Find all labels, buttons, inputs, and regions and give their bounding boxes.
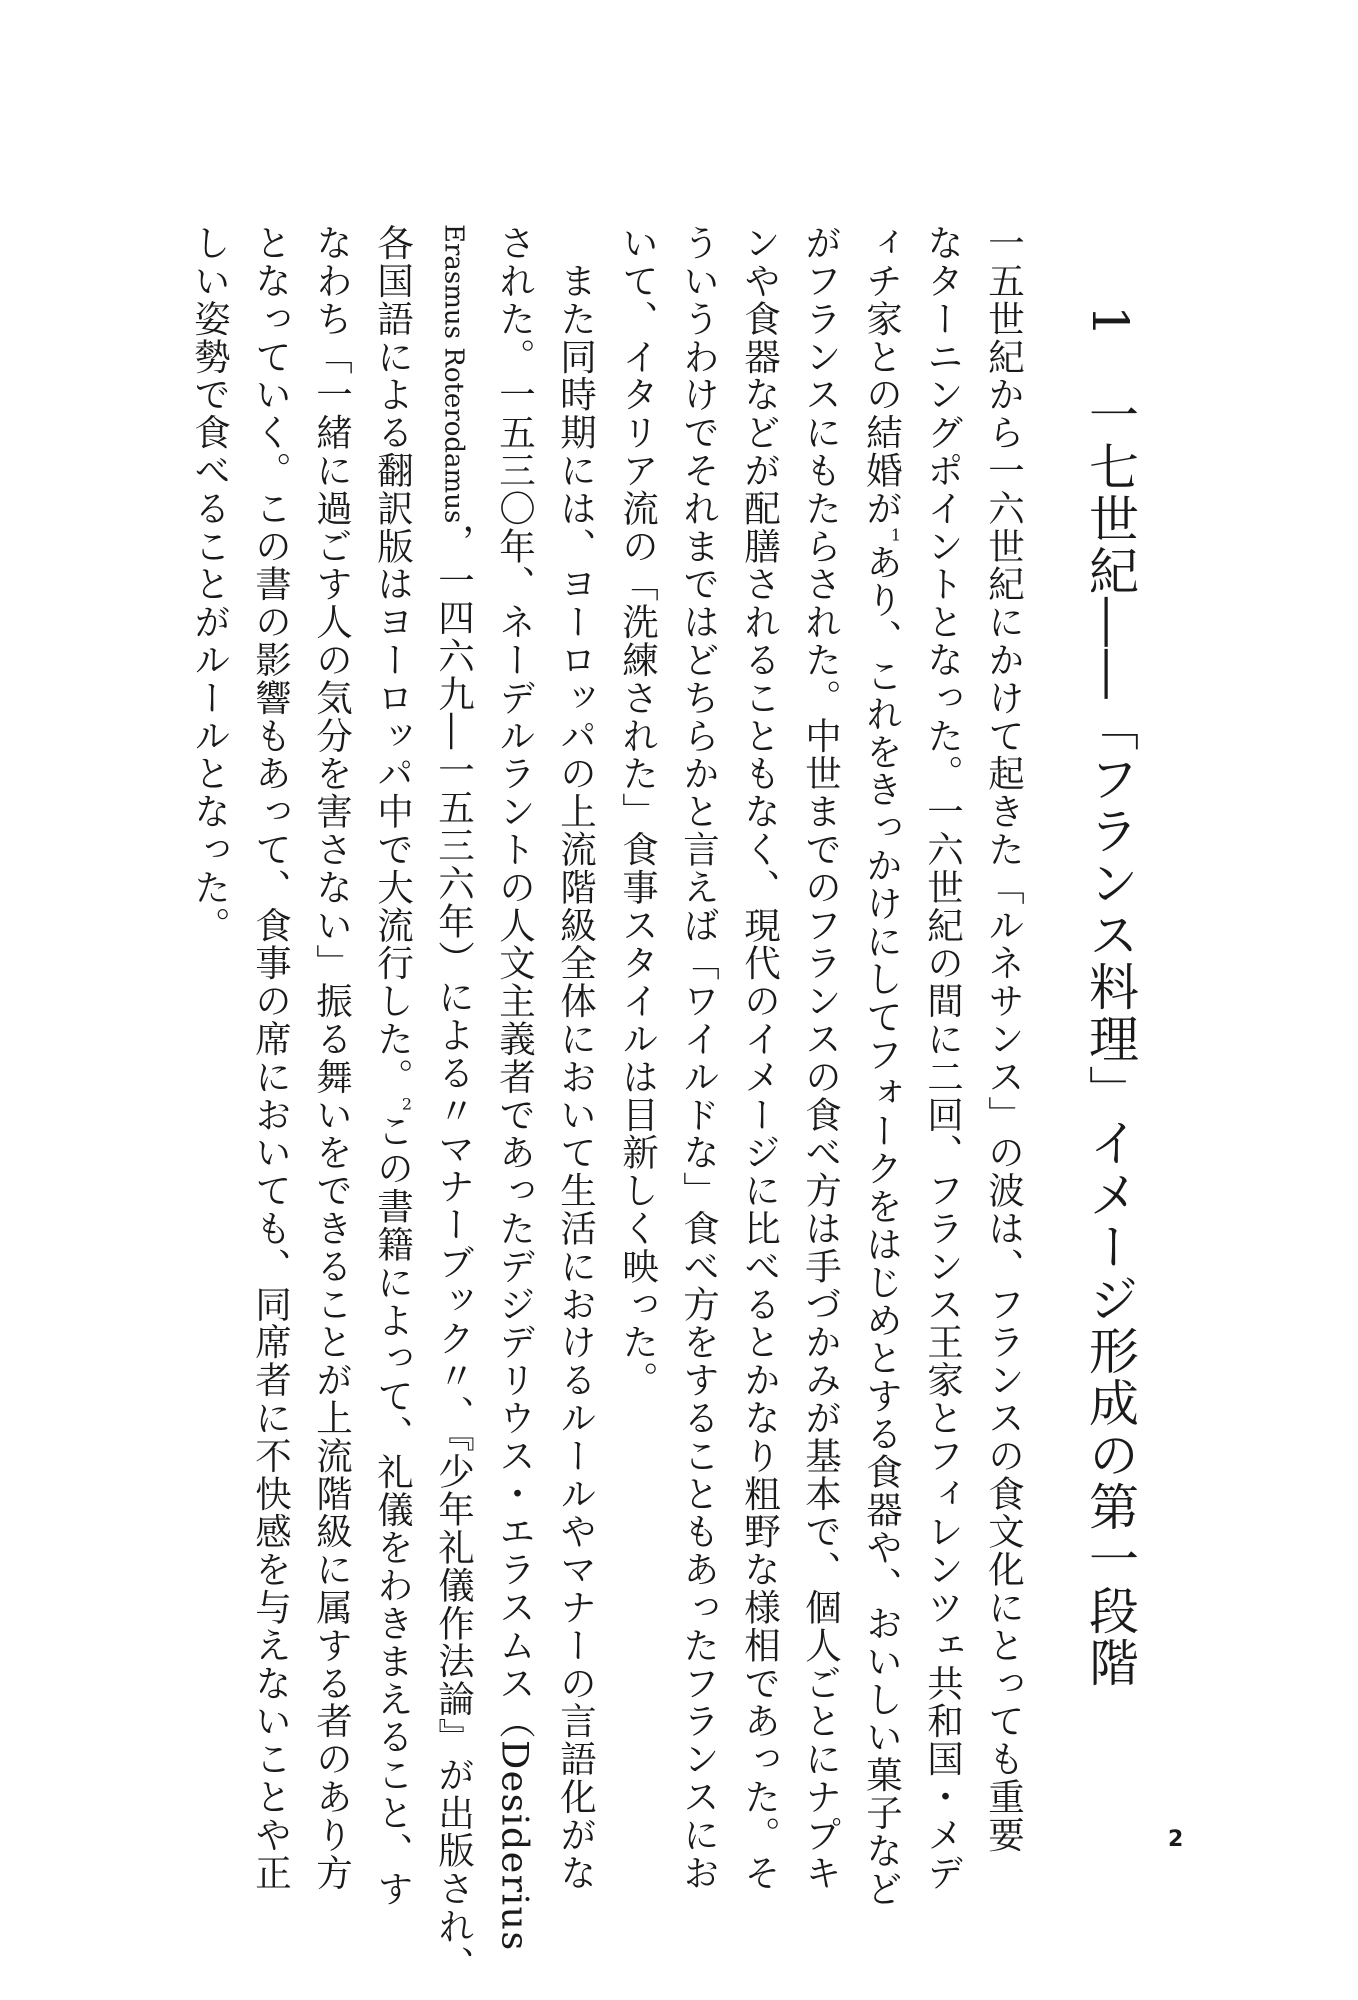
text-line-5: ンや食器などが配膳されることもなく、現代のイメージに比べるとかなり粗野な様相であった。そ [738, 224, 782, 1892]
page-number: 2 [1168, 1827, 1184, 1852]
text-line-6: ういうわけでそれまではどちらかと言えば「ワイルドな」食べ方をすることもあったフランスにお [677, 224, 721, 1892]
text-line-14: しい姿勢で食べることがルールとなった。 [188, 224, 232, 945]
text-line-3: ィチ家との結婚が1あり、これをきっかけにしてフォークをはじめとする食器や、おいしい菓子など [860, 224, 904, 1908]
text-line-7: いて、イタリア流の「洗練された」食事スタイルは目新しく映った。 [616, 224, 660, 1399]
chapter-title: 一七世紀――「フランス料理」イメージ形成の第一段階 [1081, 388, 1139, 1689]
text-line-13: となっていく。この書の影響もあって、食事の席においても、同席者に不快感を与えないことや正 [249, 224, 293, 1892]
text-line-2: なターニングポイントとなった。一六世紀の間に二回、フランス王家とフィレンツェ共和国・メデ [921, 224, 965, 1892]
footnote-marker-2[interactable]: 2 [401, 1095, 413, 1112]
chapter-heading [1081, 305, 1139, 1805]
text-line-8: また同時期には、ヨーロッパの上流階級全体において生活におけるルールやマナーの言語化がな [554, 224, 598, 1892]
text-line-4: がフランスにもたらされた。中世までのフランスの食べ方は手づかみが基本で、個人ごとにナプキ [799, 224, 843, 1892]
latin-name: Erasmus Roterodamus [438, 224, 469, 524]
text-line-1: 一五世紀から一六世紀にかけて起きた「ルネサンス」の波は、フランスの食文化にとっても重要 [982, 224, 1026, 1854]
text-line-12: なわち「一緒に過ごす人の気分を害さない」振る舞いをできることが上流階級に属する者のあり方 [310, 224, 354, 1892]
text-line-9: された。一五三〇年、ネーデルラントの人文主義者であったデジデリウス・エラスムス（Desiderius [493, 224, 537, 1952]
footnote-marker-1[interactable]: 1 [890, 527, 902, 544]
chapter-number: 1 [1081, 305, 1139, 339]
text-line-11: 各国語による翻訳版はヨーロッパ中で大流行した。2この書籍によって、礼儀をわきまえること、す [371, 224, 415, 1908]
text-line-10: Erasmus Roterodamus，一四六九―一五三六年）による〃マナーブック〃、『少年礼儀作法論』が出版され、 [432, 224, 476, 1984]
